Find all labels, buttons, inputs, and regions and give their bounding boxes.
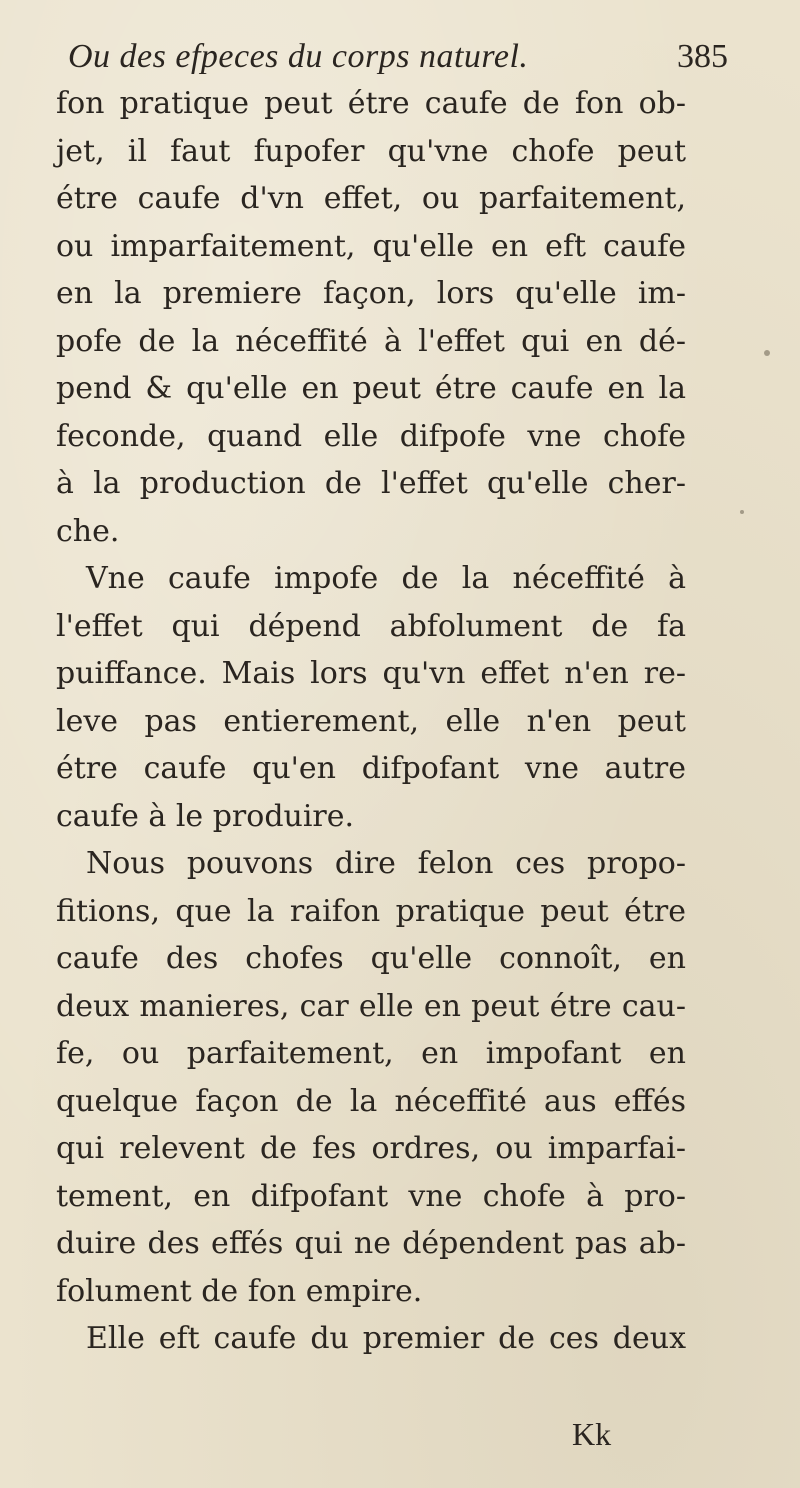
text-line: pofe de la néceffité à l'effet qui en dé- [56,323,686,359]
text-line: folument de fon empire. [56,1273,423,1309]
text-line: qui relevent de fes ordres, ou imparfai- [56,1131,686,1166]
text-line: caufe à le produire. [56,798,355,834]
paragraph-start-line: Vne caufe impofe de la néceffité à [86,561,686,596]
body-text [56,80,686,1363]
text-line: à la production de l'effet qu'elle cher- [56,466,686,501]
text-line: ou imparfaitement, qu'elle en eft caufe [56,228,686,264]
text-line: fitions, que la raifon pratique peut étre [56,893,686,929]
page-number: 385 [677,38,728,75]
text-line: fe, ou parfaitement, en impofant en [56,1036,686,1071]
text-line: caufe des chofes qu'elle connoît, en [56,941,686,976]
text-line: deux manieres, car elle en peut étre cau- [56,988,686,1024]
text-line: quelque façon de la néceffité aus effés [56,1083,686,1119]
text-line: tement, en difpofant vne chofe à pro- [56,1178,686,1214]
ink-speck [740,510,744,514]
text-line: che. [56,513,120,549]
text-line: pend & qu'elle en peut étre caufe en la [56,371,686,406]
paragraph-start-line: Elle eft caufe du premier de ces deux [86,1321,686,1356]
text-line: leve pas entierement, elle n'en peut [56,703,686,739]
text-line: fon pratique peut étre caufe de fon ob- [56,86,686,121]
ink-speck [764,350,770,356]
text-line: puiffance. Mais lors qu'vn effet n'en re- [56,656,686,691]
text-line: étre caufe d'vn effet, ou parfaitement, [56,181,686,216]
text-line: duire des effés qui ne dépendent pas ab- [56,1226,686,1261]
text-line: en la premiere façon, lors qu'elle im- [56,276,686,311]
text-line: feconde, quand elle difpofe vne chofe [56,418,686,454]
text-line: jet, il faut fupofer qu'vne chofe peut [56,133,686,169]
paragraph-start-line: Nous pouvons dire felon ces propo- [86,846,686,881]
signature-mark: Kk [572,1416,612,1452]
text-line: étre caufe qu'en difpofant vne autre [56,751,686,786]
running-title: Ou des efpeces du corps naturel. [68,38,529,75]
text-line: l'effet qui dépend abfolument de fa [56,608,686,644]
